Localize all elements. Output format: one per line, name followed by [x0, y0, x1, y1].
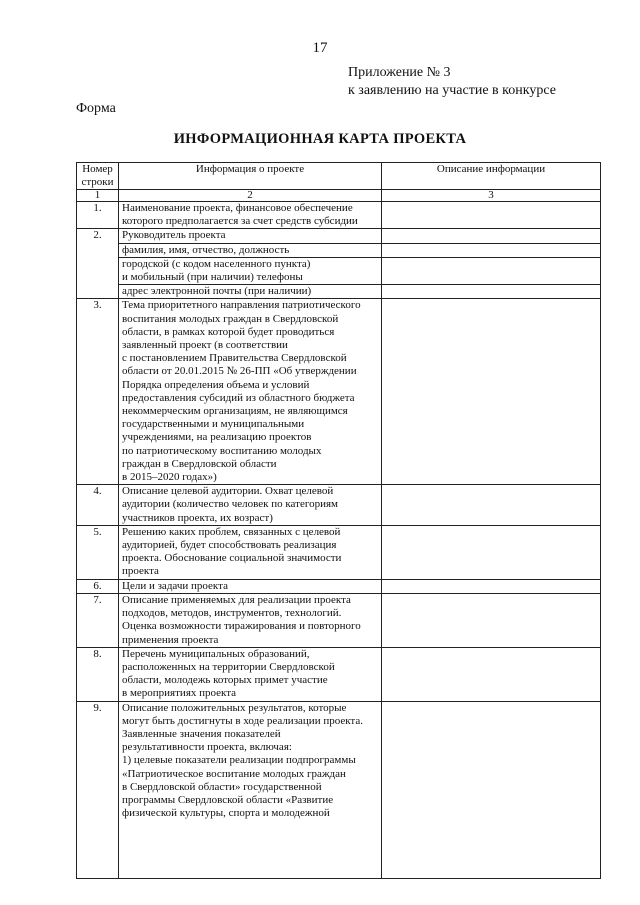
info-line: фамилия, имя, отчество, должность	[122, 243, 290, 256]
table-row	[77, 229, 601, 243]
info-line: Порядка определения объема и условий	[122, 378, 310, 391]
info-line: «Патриотическое воспитание молодых граждан	[122, 767, 346, 780]
info-line: участников проекта, их возраст)	[122, 511, 273, 524]
header-row-number-line-1: Номер	[82, 163, 113, 175]
column-numbers-row	[77, 190, 601, 202]
appendix-line-1: Приложение № 3	[348, 65, 451, 80]
appendix-note	[348, 64, 556, 100]
info-line: городской (с кодом населенного пункта)	[122, 257, 311, 270]
info-line: которого предполагается за счет средств субсидии	[122, 215, 358, 228]
info-line: заявленный проект (в соответствии	[122, 339, 288, 352]
info-line: подходов, методов, инструментов, технологий.	[122, 607, 342, 620]
info-line: предоставления субсидий из областного бюджета	[122, 391, 355, 404]
header-description: Описание информации	[382, 163, 601, 190]
row-number: 7.	[77, 593, 119, 647]
info-line: программы Свердловской области «Развитие	[122, 793, 334, 806]
row-description-cell[interactable]	[382, 647, 601, 701]
info-line: могут быть достигнуты в ходе реализации проекта.	[122, 714, 364, 727]
info-line: области, в рамках которой будет проводиться	[122, 325, 335, 338]
column-number-2: 2	[119, 190, 382, 202]
header-row-number	[77, 163, 119, 190]
row-info	[119, 701, 382, 879]
info-line: Тема приоритетного направления патриотического	[122, 299, 361, 312]
table-row	[77, 593, 601, 647]
info-line: Описание целевой аудитории. Охват целевой	[122, 485, 334, 498]
header-row-number-line-2: строки	[81, 175, 114, 188]
row-description-cell[interactable]	[382, 701, 601, 879]
info-line: результативности проекта, включая:	[122, 741, 292, 754]
row-info	[119, 299, 382, 485]
info-line: аудиторией, будет способствовать реализация	[122, 539, 337, 552]
row-info	[119, 647, 382, 701]
form-label: Форма	[76, 101, 116, 116]
info-line: аудитории (количество человек по категориям	[122, 498, 338, 511]
info-line: Решению каких проблем, связанных с целевой	[122, 525, 341, 538]
table-subrow	[77, 257, 601, 284]
table-subrow	[77, 243, 601, 257]
info-line: некоммерческим организациям, не являющимся	[122, 405, 348, 418]
info-line: Наименование проекта, финансовое обеспечение	[122, 202, 353, 214]
row-info	[119, 202, 382, 229]
subrow-info	[119, 285, 382, 299]
column-number-3: 3	[382, 190, 601, 202]
appendix-line-2: к заявлению на участие в конкурсе	[348, 83, 556, 98]
row-description-cell[interactable]	[382, 525, 601, 579]
info-line: граждан в Свердловской области	[122, 457, 277, 470]
project-info-table	[76, 162, 601, 879]
info-line: по патриотическому воспитанию молодых	[122, 444, 322, 457]
info-line: в мероприятиях проекта	[122, 687, 237, 700]
info-line: в 2015–2020 годах»)	[122, 471, 217, 484]
table-row	[77, 701, 601, 879]
info-line: проекта. Обоснование социальной значимости	[122, 552, 342, 565]
row-number: 2.	[77, 229, 119, 299]
row-info	[119, 485, 382, 526]
info-line: адрес электронной почты (при наличии)	[122, 285, 312, 298]
info-line: расположенных на территории Свердловской	[122, 660, 335, 673]
row-description-cell[interactable]	[382, 229, 601, 243]
subrow-info	[119, 257, 382, 284]
table-row	[77, 525, 601, 579]
table-header-row	[77, 163, 601, 190]
info-line: с постановлением Правительства Свердловской	[122, 352, 347, 365]
row-description-cell[interactable]	[382, 299, 601, 485]
info-line: Описание положительных результатов, которые	[122, 701, 347, 714]
info-line: 1) целевые показатели реализации подпрограммы	[122, 754, 356, 767]
row-number: 1.	[77, 202, 119, 229]
info-line: государственными и муниципальными	[122, 418, 305, 431]
table-row	[77, 579, 601, 593]
table-row	[77, 299, 601, 485]
table-row	[77, 647, 601, 701]
info-line: в Свердловской области» государственной	[122, 780, 322, 793]
info-line: проекта	[122, 565, 159, 578]
row-info	[119, 525, 382, 579]
info-line: Перечень муниципальных образований,	[122, 647, 310, 660]
row-info	[119, 229, 382, 243]
row-number: 9.	[77, 701, 119, 879]
row-info	[119, 579, 382, 593]
row-description-cell[interactable]	[382, 579, 601, 593]
row-description-cell[interactable]	[382, 485, 601, 526]
info-line: воспитания молодых граждан в Свердловской	[122, 312, 339, 325]
row-info	[119, 593, 382, 647]
row-number: 6.	[77, 579, 119, 593]
subrow-info	[119, 243, 382, 257]
page-number: 17	[312, 40, 328, 56]
column-number-1: 1	[77, 190, 119, 202]
document-title: ИНФОРМАЦИОННАЯ КАРТА ПРОЕКТА	[173, 131, 467, 147]
subrow-description-cell[interactable]	[382, 257, 601, 284]
row-number: 3.	[77, 299, 119, 485]
header-project-info: Информация о проекте	[119, 163, 382, 190]
row-number: 5.	[77, 525, 119, 579]
info-line: Описание применяемых для реализации проекта	[122, 593, 351, 606]
row-number: 4.	[77, 485, 119, 526]
info-line: Руководитель проекта	[122, 229, 226, 242]
info-line: физической культуры, спорта и молодежной	[122, 807, 330, 820]
subrow-description-cell[interactable]	[382, 243, 601, 257]
table-row	[77, 485, 601, 526]
continuation-space	[122, 820, 378, 878]
row-description-cell[interactable]	[382, 202, 601, 229]
info-line: области, молодежь которых примет участие	[122, 674, 328, 687]
info-line: Оценка возможности тиражирования и повторного	[122, 620, 361, 633]
info-line: и мобильный (при наличии) телефоны	[122, 271, 303, 284]
table-row	[77, 202, 601, 229]
table-subrow	[77, 285, 601, 299]
info-line: учреждениями, на реализацию проектов	[122, 431, 312, 444]
info-line: области от 20.01.2015 № 26-ПП «Об утверждении	[122, 365, 357, 378]
row-number: 8.	[77, 647, 119, 701]
subrow-description-cell[interactable]	[382, 285, 601, 299]
info-line: Заявленные значения показателей	[122, 727, 281, 740]
info-line: Цели и задачи проекта	[122, 579, 228, 592]
row-description-cell[interactable]	[382, 593, 601, 647]
info-line: применения проекта	[122, 633, 219, 646]
